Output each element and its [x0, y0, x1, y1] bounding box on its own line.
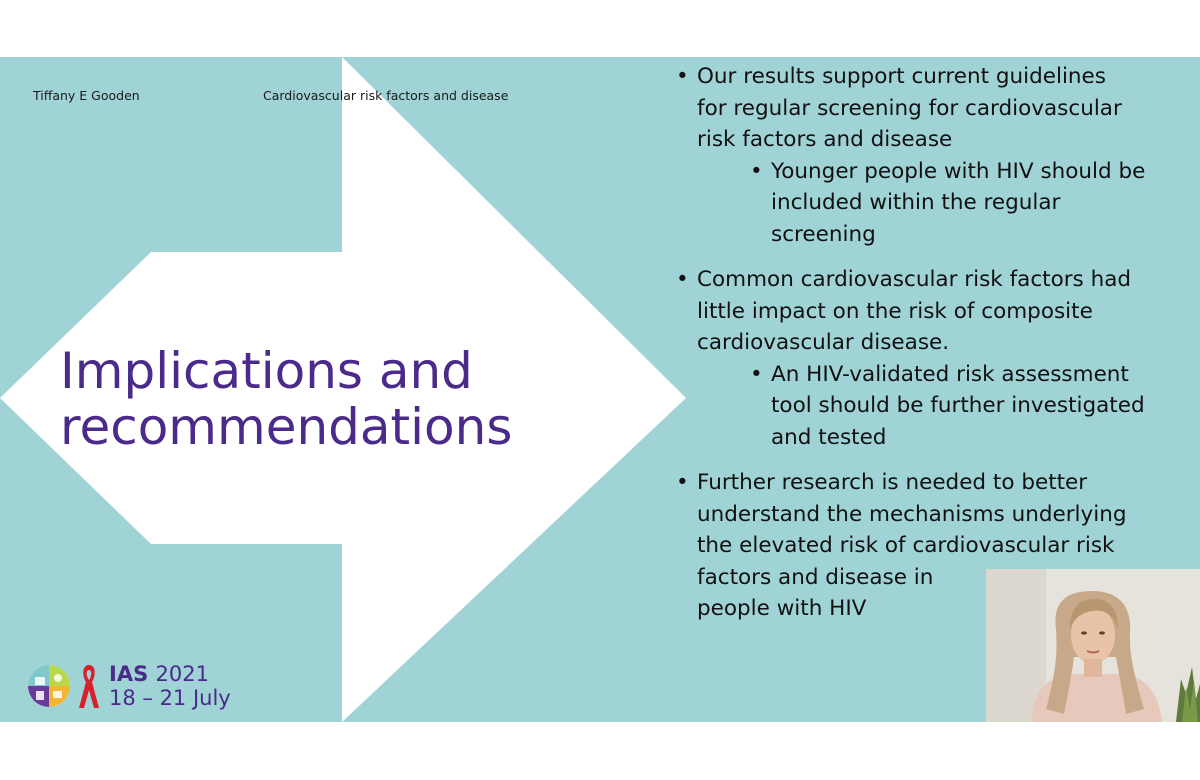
bullet-dot: • [676, 470, 689, 495]
bullet-list [676, 61, 1161, 639]
bullet-item [676, 264, 1161, 453]
sub-bullet-dot: • [750, 361, 763, 387]
bullet-text: understand the mechanisms underlying [697, 501, 1127, 527]
bullet-text: little impact on the risk of composite [697, 298, 1093, 324]
bullet-dot: • [676, 267, 689, 292]
bullet-text: risk factors and disease [697, 127, 953, 152]
sub-bullet-text: and tested [771, 424, 887, 450]
slide-subject: Cardiovascular risk factors and disease [263, 88, 509, 103]
bullet-item [676, 61, 1161, 250]
logo-name: IAS [109, 662, 149, 686]
sub-bullet-item [750, 156, 1161, 251]
logo-year: 2021 [155, 662, 209, 686]
author-name: Tiffany E Gooden [33, 88, 140, 103]
bullet-text: Common cardiovascular risk factors had [697, 267, 1132, 292]
sub-bullet-text: Younger people with HIV should be [771, 158, 1146, 184]
logo-dates: 18 – 21 July [109, 686, 231, 710]
bullet-text: Further research is needed to better [697, 470, 1088, 495]
bullet-text: cardiovascular disease. [697, 330, 950, 355]
heading-line-2: recommendations [60, 398, 513, 456]
bullet-dot: • [676, 64, 689, 89]
bullet-text: for regular screening for cardiovascular [697, 95, 1122, 121]
sub-bullet-text: screening [771, 221, 876, 247]
bullet-text: Our results support current guidelines [697, 64, 1106, 89]
presentation-slide [0, 57, 1200, 722]
webcam-video-feed [986, 569, 1200, 722]
heading-line-1: Implications and [60, 342, 473, 400]
ias-logo [27, 662, 237, 712]
slide-heading [60, 343, 512, 455]
ias-conference-logo-icon [27, 664, 71, 708]
bullet-text: people with HIV [697, 596, 867, 621]
sub-bullet-text: tool should be further investigated [771, 393, 1145, 418]
presenter-video-icon [986, 569, 1200, 722]
sub-bullet-text: included within the regular [771, 190, 1061, 215]
bullet-text: factors and disease in [697, 564, 934, 590]
red-ribbon-icon [77, 662, 101, 710]
logo-title [109, 662, 209, 686]
sub-bullet-text: An HIV-validated risk assessment [771, 361, 1129, 387]
sub-bullet-dot: • [750, 158, 763, 184]
bullet-text: the elevated risk of cardiovascular risk [697, 533, 1115, 558]
sub-bullet-item [750, 359, 1161, 454]
